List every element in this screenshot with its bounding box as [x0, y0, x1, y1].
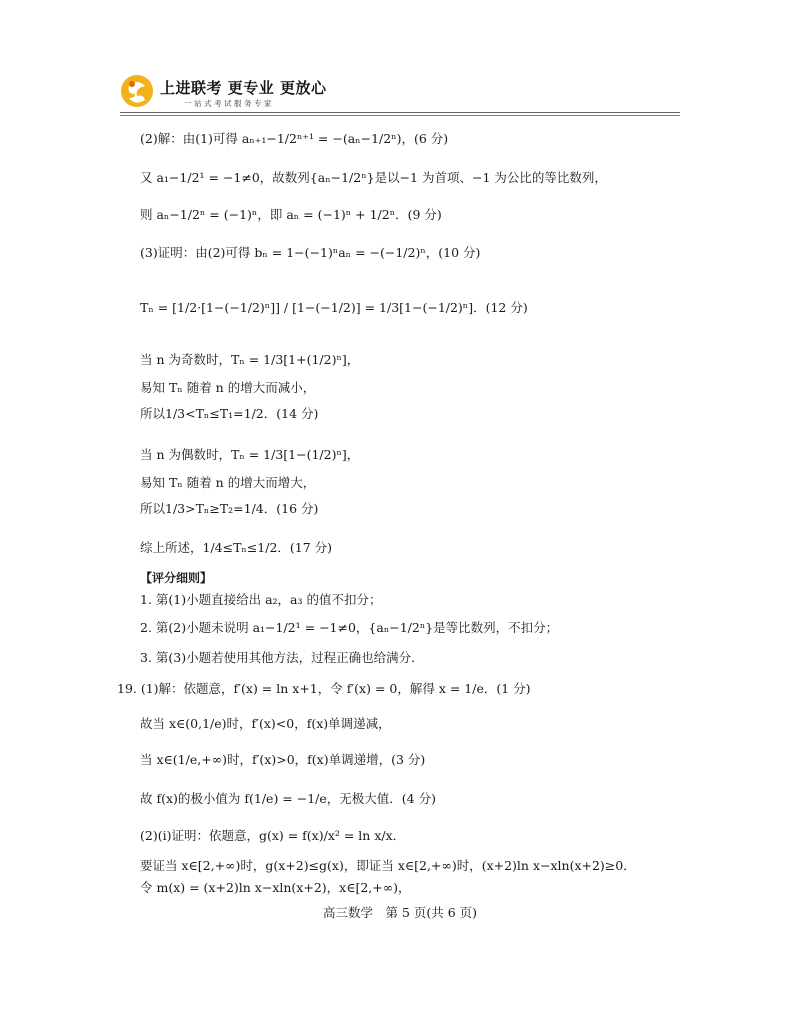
page-footer: 高三数学 第 5 页(共 6 页)	[322, 905, 478, 920]
logo-subtitle: 一站式考试服务专家	[184, 99, 274, 108]
line-even-bound: 所以1/3>Tₙ≥T₂=1/4．(16 分)	[140, 501, 319, 516]
page-header	[120, 68, 680, 114]
scoring-rules-heading: 【评分细则】	[140, 571, 213, 585]
line-geometric-sequence: 又 a₁−1/2¹ = −1≠0，故数列{aₙ−1/2ⁿ}是以−1 为首项、−1 为公比的等比数列，	[140, 170, 607, 185]
line-odd-bound: 所以1/3<Tₙ≤T₁=1/2．(14 分)	[140, 406, 319, 421]
line-minimum-value: 故 f(x)的极小值为 f(1/e) = −1/e，无极大值．(4 分)	[140, 791, 436, 806]
line-conclusion: 综上所述，1/4≤Tₙ≤1/2．(17 分)	[140, 540, 333, 555]
line-19-2-proof: (2)(i)证明：依题意，g(x) = f(x)/x² = ln x/x．	[140, 828, 406, 843]
line-2-solution: (2)解：由(1)可得 aₙ₊₁−1/2ⁿ⁺¹ = −(aₙ−1/2ⁿ)，(6 分)	[140, 131, 449, 146]
header-rule	[120, 112, 680, 113]
scoring-rule-2: 2. 第(2)小题未说明 a₁−1/2¹ = −1≠0，{aₙ−1/2ⁿ}是等比数列，不扣分；	[140, 620, 559, 635]
scoring-rule-3: 3. 第(3)小题若使用其他方法，过程正确也给满分．	[140, 650, 424, 665]
scoring-rule-1: 1. 第(1)小题直接给出 a₂，a₃ 的值不扣分；	[140, 592, 382, 607]
line-tn-sum: Tₙ = [1/2·[1−(−1/2)ⁿ]] / [1−(−1/2)] = 1/3[1−(−1/2)ⁿ]．(12 分)	[140, 300, 528, 315]
header-rule-thin	[120, 115, 680, 116]
line-to-prove: 要证当 x∈[2,+∞)时，g(x+2)≤g(x)，即证当 x∈[2,+∞)时，(x+2)ln x−xln(x+2)≥0．	[140, 858, 636, 873]
line-decreasing: 易知 Tₙ 随着 n 的增大而减小，	[140, 380, 316, 395]
logo-icon	[120, 74, 154, 108]
line-decreasing-interval: 故当 x∈(0,1/e)时，f′(x)<0，f(x)单调递减，	[140, 716, 391, 731]
line-even-case: 当 n 为偶数时，Tₙ = 1/3[1−(1/2)ⁿ]，	[140, 447, 360, 462]
line-3-proof: (3)证明：由(2)可得 bₙ = 1−(−1)ⁿaₙ = −(−1/2)ⁿ，(10 分)	[140, 245, 481, 260]
line-an-formula: 则 aₙ−1/2ⁿ = (−1)ⁿ，即 aₙ = (−1)ⁿ + 1/2ⁿ．(9 分)	[140, 207, 442, 222]
logo-text: 上进联考 更专业 更放心	[160, 79, 327, 97]
line-odd-case: 当 n 为奇数时，Tₙ = 1/3[1+(1/2)ⁿ]，	[140, 352, 360, 367]
line-increasing-interval: 当 x∈(1/e,+∞)时，f′(x)>0，f(x)单调递增，(3 分)	[140, 752, 426, 767]
line-19-1-solution: 19. (1)解：依题意，f′(x) = ln x+1，令 f′(x) = 0，解得 x = 1/e．(1 分)	[117, 681, 531, 696]
line-increasing: 易知 Tₙ 随着 n 的增大而增大，	[140, 475, 316, 490]
line-define-m: 令 m(x) = (x+2)ln x−xln(x+2)，x∈[2,+∞)，	[140, 880, 411, 895]
